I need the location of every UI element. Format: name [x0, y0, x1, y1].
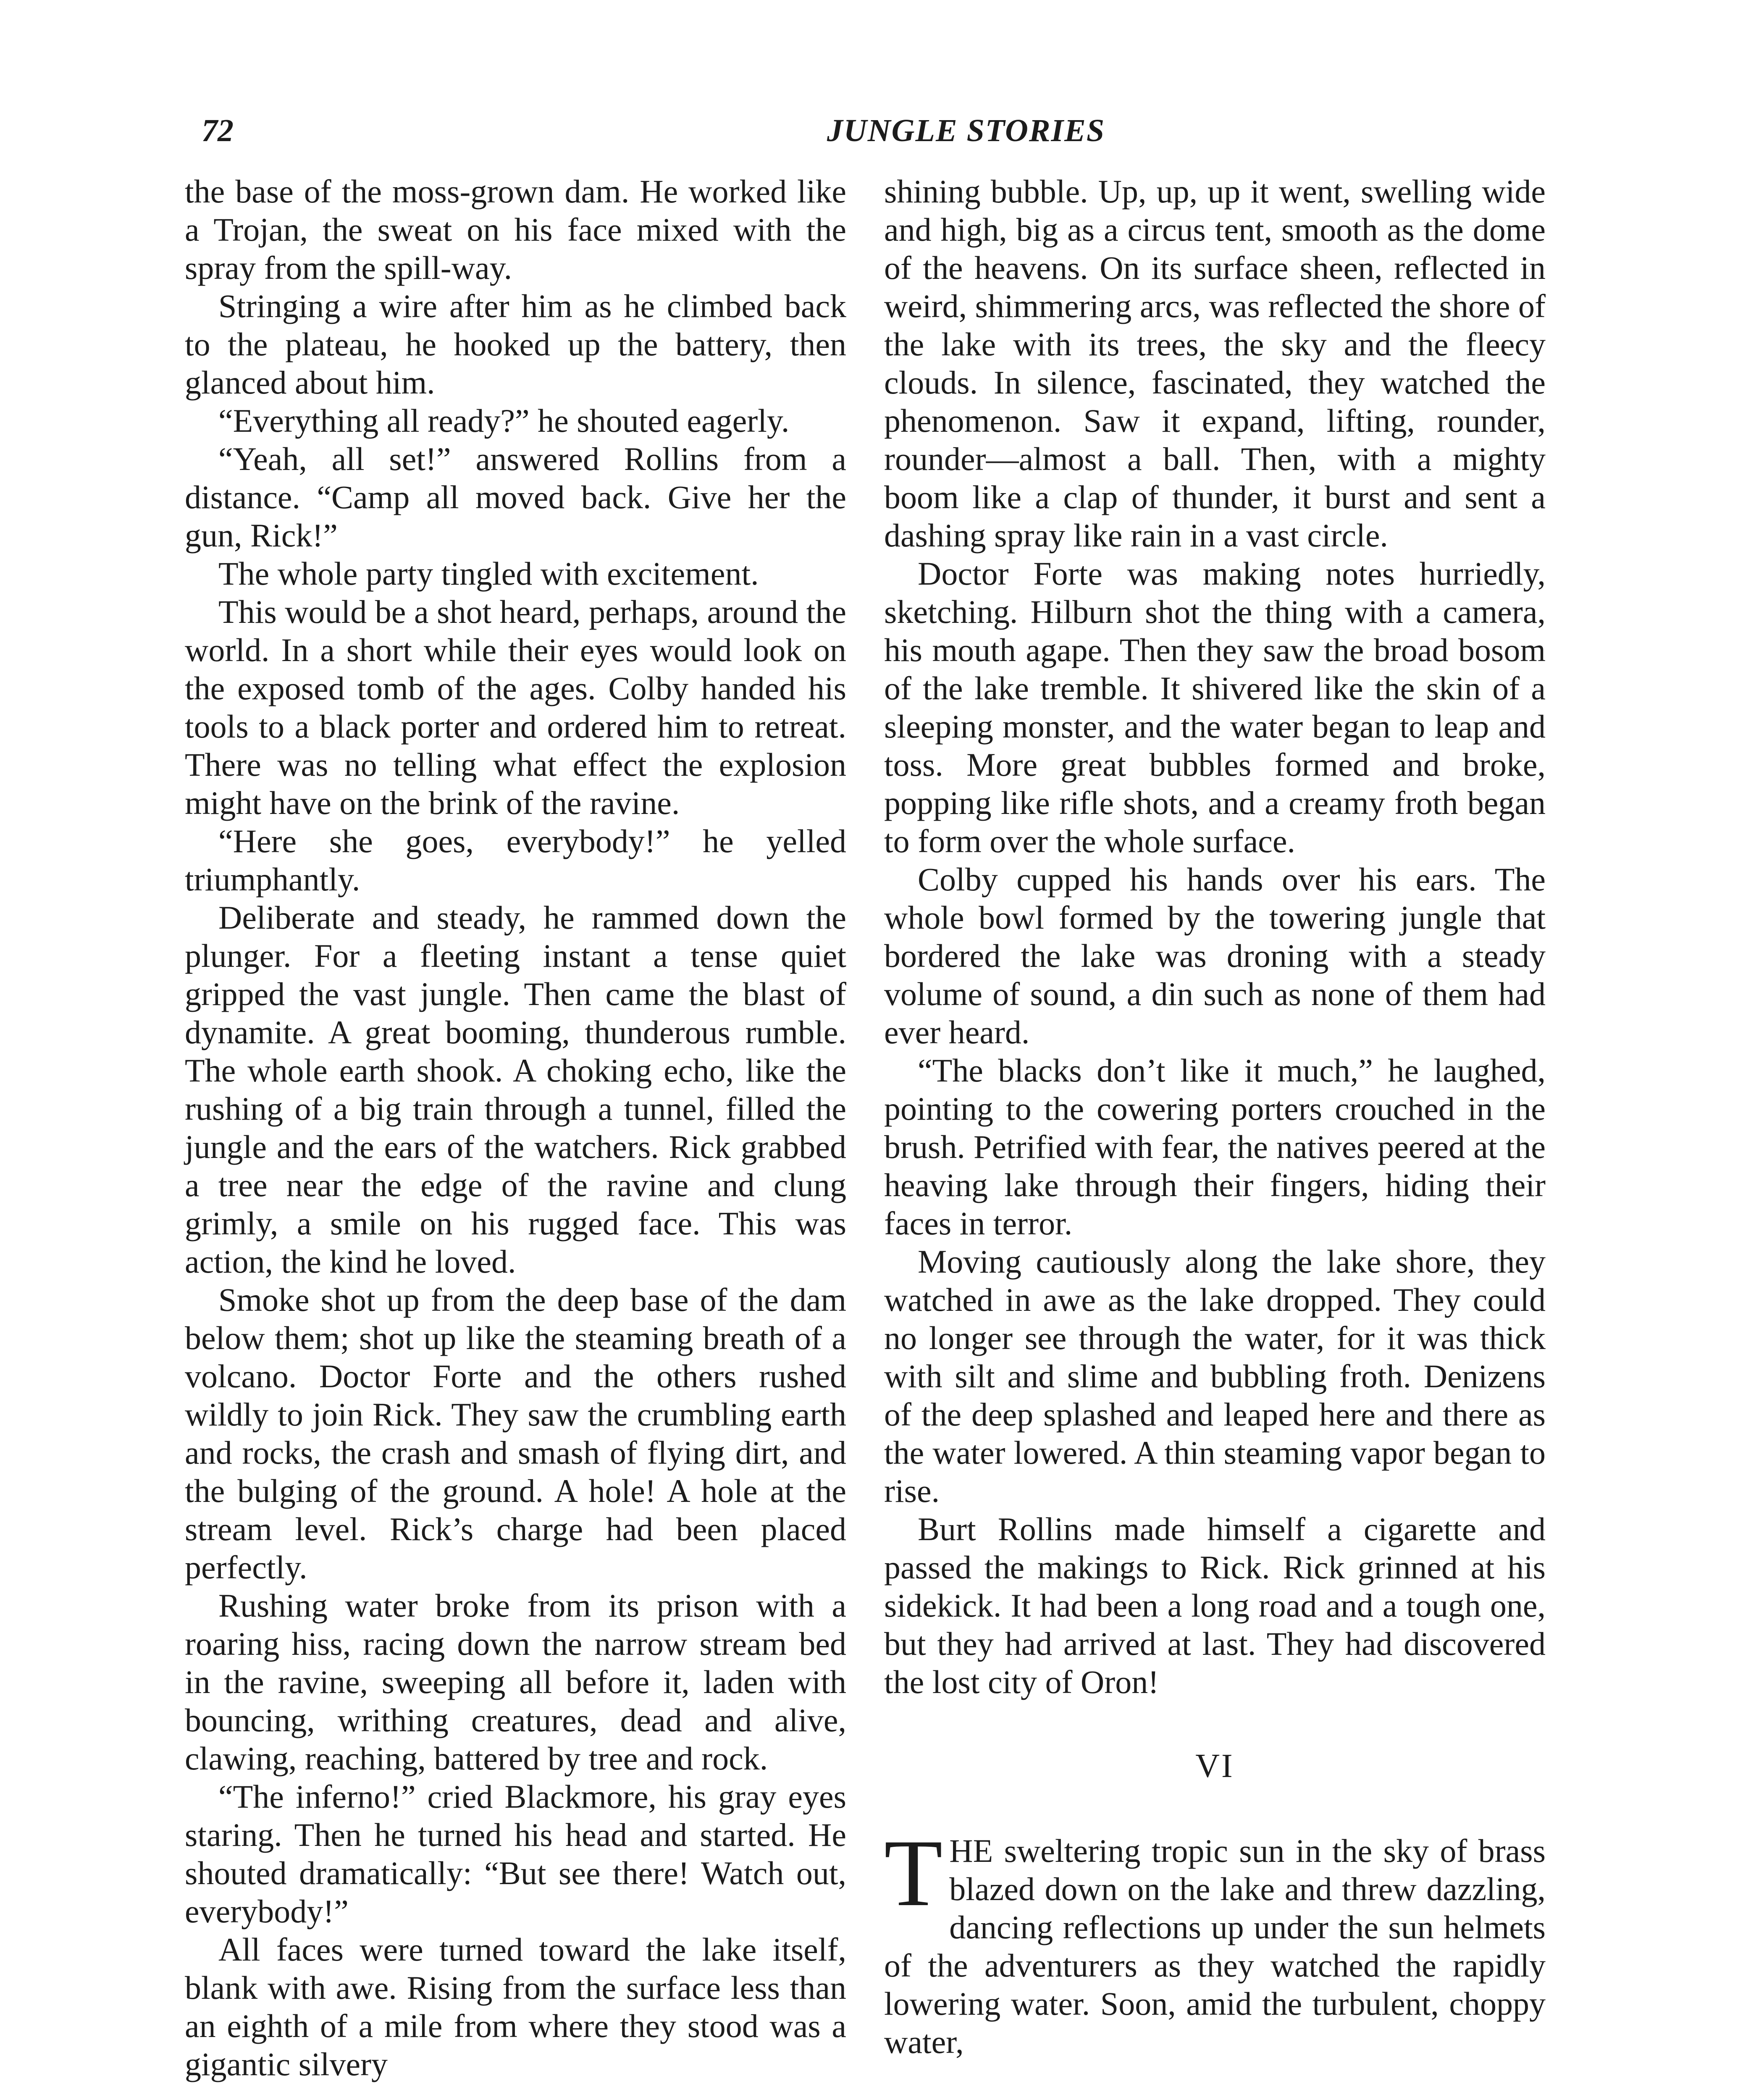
paragraph: Moving cautiously along the lake shore, they watched in awe as the lake dropped. They could no longer see through the water, for it was thick with silt and slime and bubbling froth. Denizens of the deep splashed and leaped here and there as the water lowered. A thin steaming vapor began to rise.: [884, 1243, 1546, 1509]
paragraph: “Here she goes, everybody!” he yelled triumphantly.: [185, 823, 846, 898]
paragraph: Burt Rollins made himself a cigarette and passed the makings to Rick. Rick grinned at his sidekick. It had been a long road and a tough one, but they had arrived at last. They had discovered the lost city of Oron!: [884, 1511, 1546, 1700]
right-column: [884, 172, 1546, 2061]
paragraph: “The inferno!” cried Blackmore, his gray eyes staring. Then he turned his head and started. He shouted dramatically: “But see there! Watch out, everybody!”: [185, 1778, 846, 1929]
left-column: [185, 172, 846, 2083]
paragraph: Colby cupped his hands over his ears. The whole bowl formed by the towering jungle that bordered the lake was droning with a steady volume of sound, a din such as none of them had ever heard.: [884, 861, 1546, 1050]
paragraph: Deliberate and steady, he rammed down the plunger. For a fleeting instant a tense quiet gripped the vast jungle. Then came the blast of dynamite. A great booming, thunderous rumble. The whole earth shook. A choking echo, like the rushing of a big train through a tunnel, filled the jungle and the ears of the watchers. Rick grabbed a tree near the edge of the ravine and clung grimly, a smile on his rugged face. This was action, the kind he loved.: [185, 899, 846, 1280]
paragraph: This would be a shot heard, perhaps, around the world. In a short while their eyes would look on the exposed tomb of the ages. Colby handed his tools to a black porter and ordered him to retreat. There was no telling what effect the explosion might have on the brink of the ravine.: [185, 593, 846, 821]
paragraph: Smoke shot up from the deep base of the dam below them; shot up like the steaming breath of a volcano. Doctor Forte and the others rushed wildly to join Rick. They saw the crumbling earth and rocks, the crash and smash of flying dirt, and the bulging of the ground. A hole! A hole at the stream level. Rick’s charge had been placed perfectly.: [185, 1281, 846, 1586]
paragraph: “Yeah, all set!” answered Rollins from a distance. “Camp all moved back. Give her the gun, Rick!”: [185, 441, 846, 554]
dropcap-paragraph: [884, 1820, 1546, 2061]
paragraph: The whole party tingled with excitement.: [218, 555, 759, 592]
dropcap-paragraph-text: HE sweltering tropic sun in the sky of brass blazed down on the lake and threw dazzling, dancing reflections up under the sun helmets of the adventurers as they watched the rapidly lowering water. Soon, amid the turbulent, choppy water,: [884, 1832, 1546, 2060]
page-number: 72: [202, 113, 234, 148]
section-heading: VI: [1195, 1748, 1234, 1785]
running-title: JUNGLE STORIES: [827, 113, 1105, 148]
paragraph: Stringing a wire after him as he climbed back to the plateau, he hooked up the battery, then glanced about him.: [185, 288, 846, 401]
dropcap-letter: T: [884, 1820, 943, 1926]
paragraph: All faces were turned toward the lake itself, blank with awe. Rising from the surface less than an eighth of a mile from where they stood was a gigantic silvery: [185, 1931, 846, 2082]
paragraph: the base of the moss-grown dam. He worked like a Trojan, the sweat on his face mixed with the spray from the spill-way.: [185, 173, 846, 286]
paragraph: “Everything all ready?” he shouted eagerly.: [218, 402, 790, 439]
paragraph: shining bubble. Up, up, up it went, swelling wide and high, big as a circus tent, smooth as the dome of the heavens. On its surface sheen, reflected in weird, shimmering arcs, was reflected the shore of the lake with its trees, the sky and the fleecy clouds. In silence, fascinated, they watched the phenomenon. Saw it expand, lifting, rounder, rounder—almost a ball. Then, with a mighty boom like a clap of thunder, it burst and sent a dashing spray like rain in a vast circle.: [884, 173, 1546, 554]
paragraph: Doctor Forte was making notes hurriedly, sketching. Hilburn shot the thing with a camera, his mouth agape. Then they saw the broad bosom of the lake tremble. It shivered like the skin of a sleeping monster, and the water began to leap and toss. More great bubbles formed and broke, popping like rifle shots, and a creamy froth began to form over the whole surface.: [884, 555, 1546, 859]
paragraph: “The blacks don’t like it much,” he laughed, pointing to the cowering porters crouched in the brush. Petrified with fear, the natives peered at the heaving lake through their fingers, hiding their faces in terror.: [884, 1052, 1546, 1242]
paragraph: Rushing water broke from its prison with a roaring hiss, racing down the narrow stream bed in the ravine, sweeping all before it, laden with bouncing, writhing creatures, dead and alive, clawing, reaching, battered by tree and rock.: [185, 1587, 846, 1777]
